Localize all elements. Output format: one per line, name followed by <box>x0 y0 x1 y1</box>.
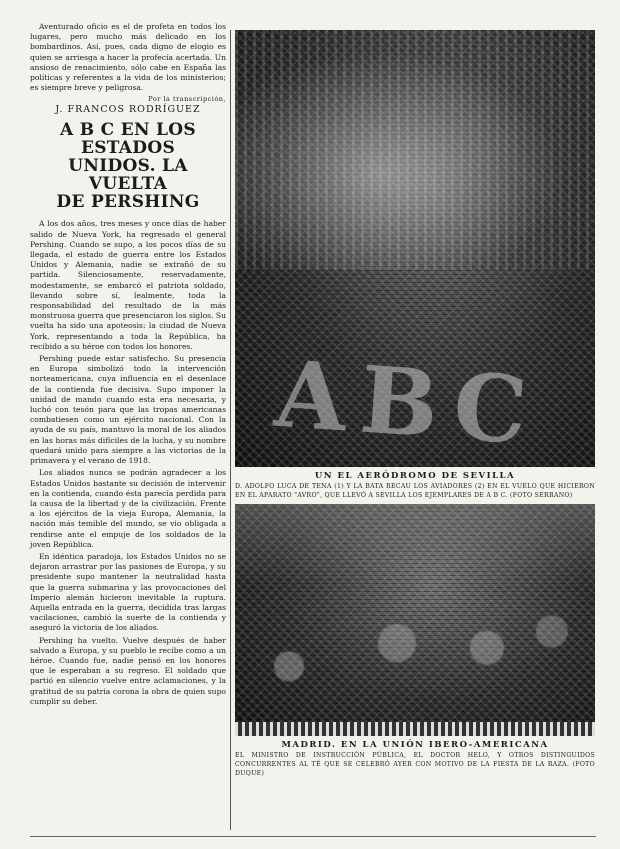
intro-paragraph: Aventurado oficio es el de profeta en todos los lugares, pero mucho más delicado en los bombardinos. Así, pues, cada digno de elogio es quien se arriesga a hacer la profecía acertada. Un ansioso de renacimiento, sólo cabe en España las políticas y referentes a la vida de los ministerios; es siempre breve y peligrosa. <box>30 22 226 93</box>
author-byline: J. FRANCOS RODRÍGUEZ <box>55 104 201 116</box>
transcription-note: Por la transcripción, <box>148 95 226 104</box>
aerodrome-caption-body: D. ADOLFO LUCA DE TENA (1) Y LA BATA RECAU LOS AVIADORES (2) EN EL VUELO QUE HICIERON EN EL APARATO "AVRO", QUE LLEVÓ A SEVILLA LOS EJEMPLARES DE A B C. (FOTO SERRANO) <box>235 483 595 499</box>
column-divider <box>230 30 231 830</box>
article-paragraph: A los dos años, tres meses y once días de haber salido de Nueva York, ha regresado el general Pershing. Cuando se supo, a los pocos días de su llegada, el estado de guerra entre los Estados Unidos y Alemania, nadie se extrañó de su partida. Silenciosamente, reservadamente, modestamente, se embarcó el patriota soldado, llevando sobre sí, lealmente, toda la responsabilidad del resultado de la más monstruosa guerra que presenciaron los siglos. Su vuelta ha sido una apoteosis: la ciudad de Nueva York, representando a toda la República, ha recibido a su héroe con todos los honores. <box>30 219 226 351</box>
aerodrome-caption-title: UN EL AERÓDROMO DE SEVILLA <box>314 471 516 481</box>
abc-letters: ABC <box>271 339 545 466</box>
photo-sky <box>235 30 595 270</box>
aerodrome-photo <box>235 30 595 467</box>
union-caption-title: MADRID. EN LA UNIÓN IBERO-AMERICANA <box>281 740 549 750</box>
article-paragraph: Los aliados nunca se podrán agradecer a los Estados Unidos bastante su decisión de intervenir en la contienda, cuando ésta parecía perdida para la causa de la libertad y de la civilización. Frente a los ejércitos de la vieja Europa, Alemania, la nación más temible del mundo, se vio obligada a rendirse ante el empuje de los soldados de la joven República. <box>30 468 226 549</box>
article-paragraph: Pershing puede estar satisfecho. Su presencia en Europa simbolizó todo la intervención norteamericana, cuya influencia en el desenlace de la contienda fue decisiva. Supo imponer la unidad de mando cuando esta era necesaria, y luchó con tesón para que las tropas americanas combatiesen como un ejército nacional. Con la ayuda de su país, mantuvo la moral de los aliados en las horas más difíciles de la lucha, y su nombre quedará unido para siempre a las victorias de la primavera y el verano de 1918. <box>30 354 226 466</box>
headline-line-1: A B C EN LOS ESTADOS <box>60 120 196 159</box>
union-photo <box>235 504 595 736</box>
headline-line-3: DE PERSHING <box>56 192 200 213</box>
photo-crowd <box>235 504 595 736</box>
article-headline <box>30 121 226 211</box>
article-paragraph: En idéntica paradoja, los Estados Unidos no se dejaron arrastrar por las pasiones de Europa, y su presidente supo mantener la neutralidad hasta que la guerra submarina y las provocaciones del Imperio alemán hicieron inevitable la ruptura. Aquella entrada en la guerra, decidida tras largas vacilaciones, cambió la suerte de la contienda y aseguró la victoria de los aliados. <box>30 551 226 633</box>
headline-line-2: UNIDOS. LA VUELTA <box>68 156 188 195</box>
right-column <box>235 30 595 782</box>
bottom-rule <box>30 836 596 837</box>
union-caption-body: EL MINISTRO DE INSTRUCCIÓN PÚBLICA, EL DOCTOR HELO, Y OTROS DISTINGUIDOS CONCURRENTES AL TÉ QUE SE CELEBRÓ AYER CON MOTIVO DE LA FIESTA DE LA RAZA. (FOTO DUQUE) <box>235 752 595 777</box>
left-column <box>30 22 226 709</box>
photo-strip <box>235 722 595 736</box>
article-paragraph: Pershing ha vuelto. Vuelve después de haber salvado a Europa, y su pueblo le recibe como a un héroe. Cuando fue, nadie pensó en los honores que le esperaban a su regreso. El soldado que partió en silencio vuelve entre aclamaciones, y la gratitud de su patria corona la obra de quien supo cumplir su deber. <box>30 635 226 706</box>
